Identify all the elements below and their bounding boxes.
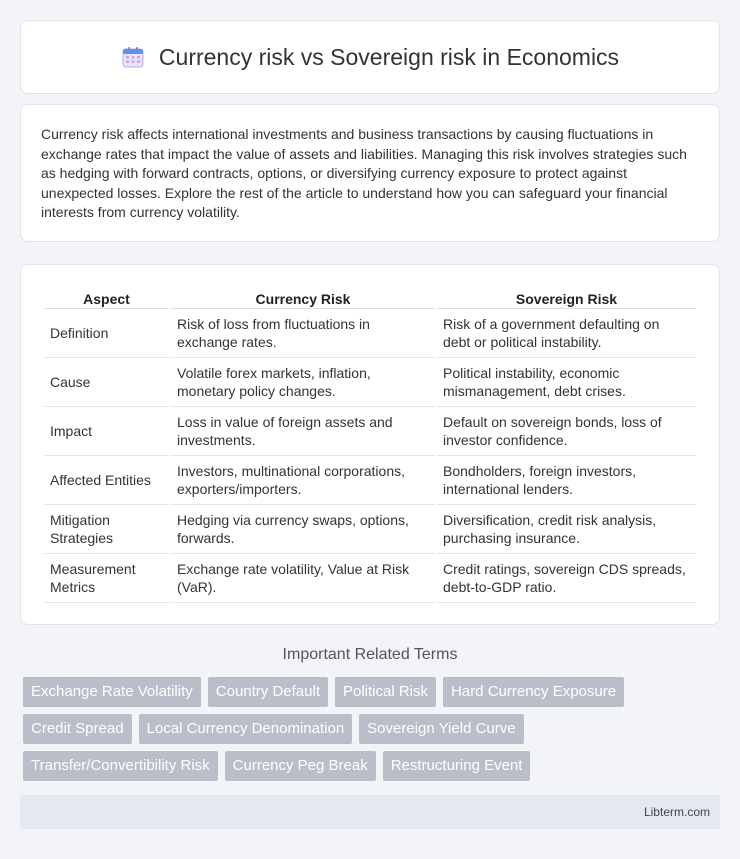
row-currency-risk: Loss in value of foreign assets and investments. (171, 407, 435, 456)
row-currency-risk: Hedging via currency swaps, options, forwards. (171, 505, 435, 554)
row-currency-risk: Risk of loss from fluctuations in exchange rates. (171, 309, 435, 358)
row-aspect: Cause (44, 358, 169, 407)
tag-credit-spread[interactable]: Credit Spread (23, 714, 132, 744)
table-row (44, 358, 696, 407)
related-terms-tags (23, 677, 723, 781)
tag-local-currency-denomination[interactable]: Local Currency Denomination (139, 714, 353, 744)
row-sovereign-risk: Diversification, credit risk analysis, purchasing insurance. (437, 505, 696, 554)
table-row (44, 554, 696, 603)
table-row (44, 407, 696, 456)
row-aspect: Measurement Metrics (44, 554, 169, 603)
tag-transfer-convertibility-risk[interactable]: Transfer/Convertibility Risk (23, 751, 218, 781)
tag-political-risk[interactable]: Political Risk (335, 677, 436, 707)
related-terms-heading: Important Related Terms (282, 646, 458, 663)
comparison-table (42, 285, 698, 603)
calendar-icon (121, 45, 145, 69)
header-currency-risk: Currency Risk (171, 285, 435, 309)
row-sovereign-risk: Bondholders, foreign investors, international lenders. (437, 456, 696, 505)
tag-country-default[interactable]: Country Default (208, 677, 328, 707)
table-row (44, 309, 696, 358)
footer-source[interactable]: Libterm.com (643, 805, 710, 819)
tag-currency-peg-break[interactable]: Currency Peg Break (225, 751, 376, 781)
row-aspect: Impact (44, 407, 169, 456)
row-aspect: Mitigation Strategies (44, 505, 169, 554)
row-sovereign-risk: Political instability, economic mismanagement, debt crises. (437, 358, 696, 407)
intro-card (20, 104, 720, 242)
tag-sovereign-yield-curve[interactable]: Sovereign Yield Curve (359, 714, 523, 744)
row-sovereign-risk: Default on sovereign bonds, loss of investor confidence. (437, 407, 696, 456)
row-currency-risk: Exchange rate volatility, Value at Risk (VaR). (171, 554, 435, 603)
table-row (44, 456, 696, 505)
tag-hard-currency-exposure[interactable]: Hard Currency Exposure (443, 677, 624, 707)
row-currency-risk: Volatile forex markets, inflation, monetary policy changes. (171, 358, 435, 407)
intro-paragraph: Currency risk affects international investments and business transactions by causing fluctuations in exchange rates that impact the value of assets and liabilities. Managing this risk involves strategies such as hedging with forward contracts, options, or diversifying currency exposure to protect against unexpected losses. Explore the rest of the article to understand how you can safeguard your financial interests from currency volatility. (41, 126, 687, 221)
tag-exchange-rate-volatility[interactable]: Exchange Rate Volatility (23, 677, 201, 707)
row-aspect: Affected Entities (44, 456, 169, 505)
table-row (44, 505, 696, 554)
row-sovereign-risk: Credit ratings, sovereign CDS spreads, debt-to-GDP ratio. (437, 554, 696, 603)
title-card (20, 20, 720, 94)
comparison-table-card (20, 264, 720, 625)
table-header-row (44, 285, 696, 309)
page-title: Currency risk vs Sovereign risk in Economics (158, 43, 620, 70)
row-sovereign-risk: Risk of a government defaulting on debt or political instability. (437, 309, 696, 358)
tag-restructuring-event[interactable]: Restructuring Event (383, 751, 531, 781)
row-aspect: Definition (44, 309, 169, 358)
header-sovereign-risk: Sovereign Risk (437, 285, 696, 309)
footer (20, 795, 720, 829)
header-aspect: Aspect (44, 285, 169, 309)
row-currency-risk: Investors, multinational corporations, exporters/importers. (171, 456, 435, 505)
